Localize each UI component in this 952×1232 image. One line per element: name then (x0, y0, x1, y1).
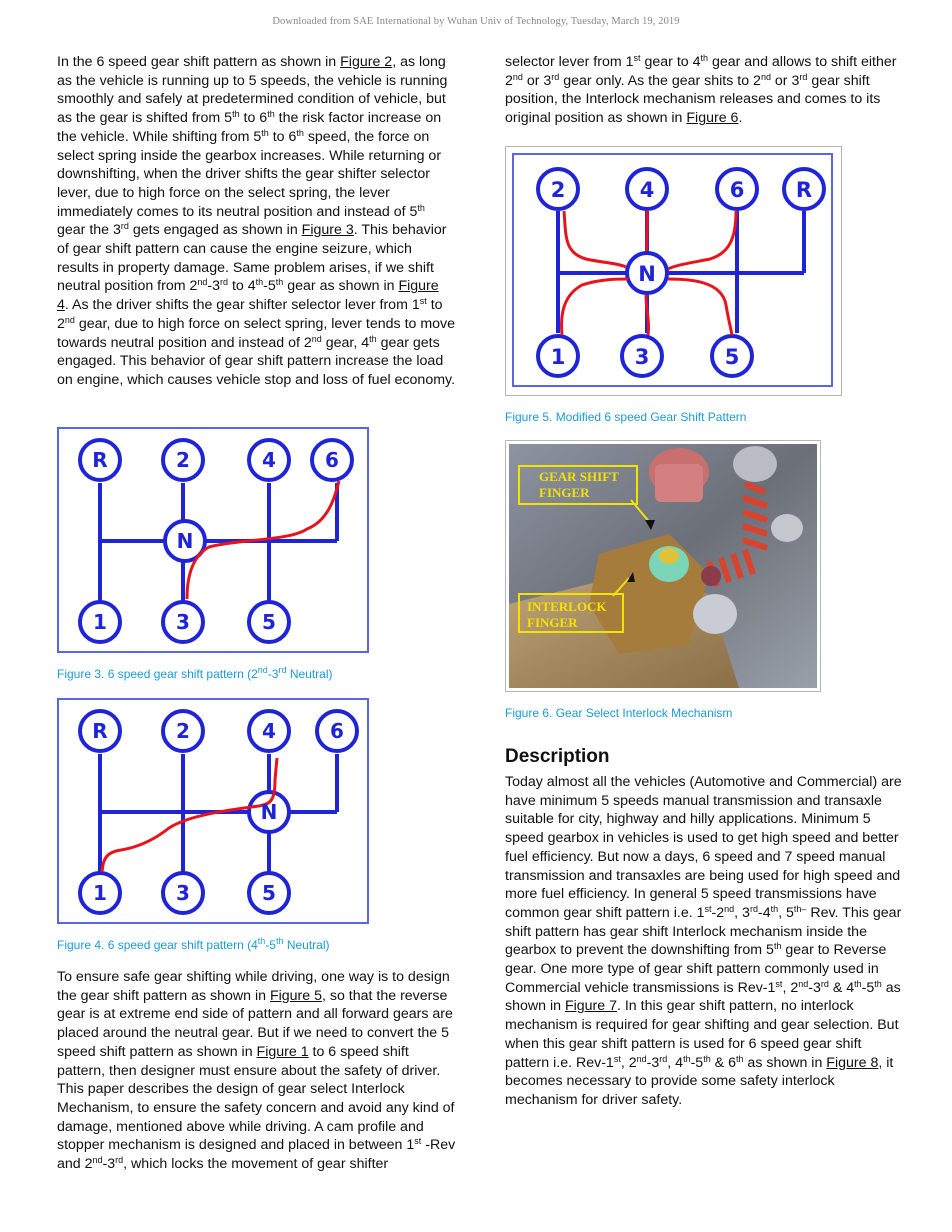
gear-n-label: N (638, 262, 656, 286)
link-figure-8[interactable]: Figure 8 (826, 1054, 879, 1071)
gear-5-label: 5 (262, 610, 276, 634)
gear-4-label: 4 (639, 178, 655, 202)
paragraph-safe-shifting: To ensure safe gear shifting while driving, one way is to design the gear shift pattern as shown in Figure 5, so that the reverse gear is at extreme end side of pattern and all forward gears are placed around the neutral gear. But if we need to convert the 5 speed shift pattern as shown in Figure 1 to 6 speed shift pattern, then designer must ensure about the safety of driver. This paper describes the design of gear select Interlock Mechanism, to ensure the safety concern and avoid any kind of damage, mentioned above while driving. A cam profile and stopper mechanism is designed and placed in between 1st -Rev and 2nd-3rd, which locks the movement of gear shifter (57, 969, 456, 1173)
gear-r-label: R (92, 719, 108, 743)
figure-6-photo (505, 440, 821, 692)
gear-1-label: 1 (93, 610, 107, 634)
gear-4-label: 4 (262, 448, 276, 472)
gear-4-label: 4 (262, 719, 276, 743)
link-figure-2[interactable]: Figure 2 (340, 54, 393, 70)
figure-4-diagram (57, 698, 369, 924)
figure-3-diagram (57, 427, 369, 653)
section-title-description: Description (505, 746, 610, 767)
gear-2-label: 2 (176, 719, 190, 743)
link-figure-6[interactable]: Figure 6 (686, 110, 739, 127)
figure-5-caption: Figure 5. Modified 6 speed Gear Shift Pattern (505, 410, 747, 424)
gear-2-label: 2 (550, 178, 566, 202)
gear-shift-finger-label-line1: GEAR SHIFT (539, 469, 619, 484)
gear-r-label: R (92, 448, 108, 472)
gear-6-label: 6 (330, 719, 344, 743)
link-figure-7[interactable]: Figure 7 (564, 998, 617, 1015)
gear-2-label: 2 (176, 448, 190, 472)
figure-3-svg (59, 429, 367, 651)
figure-6-caption: Figure 6. Gear Select Interlock Mechanism (505, 706, 733, 720)
gear-6-label: 6 (729, 178, 745, 202)
gear-shift-finger-label-line2: FINGER (539, 485, 590, 500)
figure-5-svg (514, 155, 831, 385)
figure-4-svg (59, 700, 367, 922)
figure-4-caption: Figure 4. 6 speed gear shift pattern (4th-5th Neutral) (57, 936, 330, 952)
download-notice: Downloaded from SAE International by Wuhan Univ of Technology, Tuesday, March 19, 2019 (272, 16, 680, 27)
gear-n-label: N (176, 529, 194, 553)
gear-1-label: 1 (93, 881, 107, 905)
link-figure-5[interactable]: Figure 5 (269, 987, 322, 1004)
figure-3-caption: Figure 3. 6 speed gear shift pattern (2nd-3rd Neutral) (57, 665, 333, 681)
gear-3-label: 3 (176, 610, 190, 634)
paragraph-intro: In the 6 speed gear shift pattern as shown in Figure 2, as long as the vehicle is running up to 5 speeds, the vehicle is running smoothly and safely at predetermined condition of vehicle, but as the gear is shifted from 5th to 6th the risk factor increase on the vehicle. While shifting from 5th to 6th speed, the force on select spring inside the gearbox increases. While returning or downshifting, when the driver shifts the gear shifter selector lever, due to high force on the select spring, the lever immediately comes to its neutral position and instead of 5th gear the 3rd gets engaged as shown in Figure 3. This behavior of gear shift pattern can cause the engine seizure, which results in property damage. Same problem arises, if we shift neutral position from 2nd-3rd to 4th-5th gear as shown in Figure 4. As the driver shifts the gear shifter selector lever from 1st to 2nd gear, due to high force on select spring, lever tends to move towards neutral position and instead of 2nd gear, 4th gear gets engaged. This behavior of gear shift pattern increase the load on engine, which causes vehicle stop and loss of fuel economy. (57, 54, 456, 388)
gear-3-label: 3 (634, 345, 650, 369)
gear-3-label: 3 (176, 881, 190, 905)
link-figure-4[interactable]: Figure 4 (57, 278, 439, 314)
link-figure-1[interactable]: Figure 1 (256, 1043, 309, 1060)
gear-1-label: 1 (550, 345, 566, 369)
gear-5-label: 5 (262, 881, 276, 905)
interlock-finger-label-line1: INTERLOCK (527, 599, 607, 614)
gear-n-label: N (260, 800, 278, 824)
paragraph-description: Today almost all the vehicles (Automotive and Commercial) are have minimum 5 speeds manual transmission and transaxle suitable for city, highway and hilly applications. Minimum 5 speed gearbox in vehicles is used to get high speed and better fuel efficiency. But now a days, 6 speed and 7 speed manual transmission and transaxles are being used for high speed and more fuel efficiency. In general 5 speed transmissions have common gear shift pattern i.e. 1st-2nd, 3rd-4th, $5^{th-}$ Rev. This gear shift pattern has gear shift Interlock mechanism inside the gearbox to prevent the downshifting from 5th gear to Reverse gear. One more type of gear shift pattern commonly used in Commercial vehicle transmissions is Rev-1st, 2nd-3rd & 4th-5th as shown in Figure 7. In this gear shift pattern, no interlock mechanism is required for gear shifting and gear selection. But when this gear shift pattern is used for 6 speed gear shift pattern i.e. Rev-1st, 2nd-3rd, 4th-5th & 6th as shown in Figure 8, it becomes necessary to provide some safety interlock mechanism for driver safety. (505, 774, 902, 1108)
link-figure-3[interactable]: Figure 3 (301, 222, 354, 239)
gear-6-label: 6 (325, 448, 339, 472)
interlock-finger-label-line2: FINGER (527, 615, 578, 630)
gear-5-label: 5 (724, 345, 740, 369)
figure-6-svg (509, 444, 817, 688)
paragraph-selector-lever: selector lever from 1st gear to 4th gear and allows to shift either 2nd or 3rd gear only. As the gear shits to 2nd or 3rd gear shift position, the Interlock mechanism releases and comes to its original position as shown in Figure 6. (505, 53, 897, 127)
gear-r-label: R (795, 178, 813, 202)
figure-5-diagram (505, 146, 842, 396)
